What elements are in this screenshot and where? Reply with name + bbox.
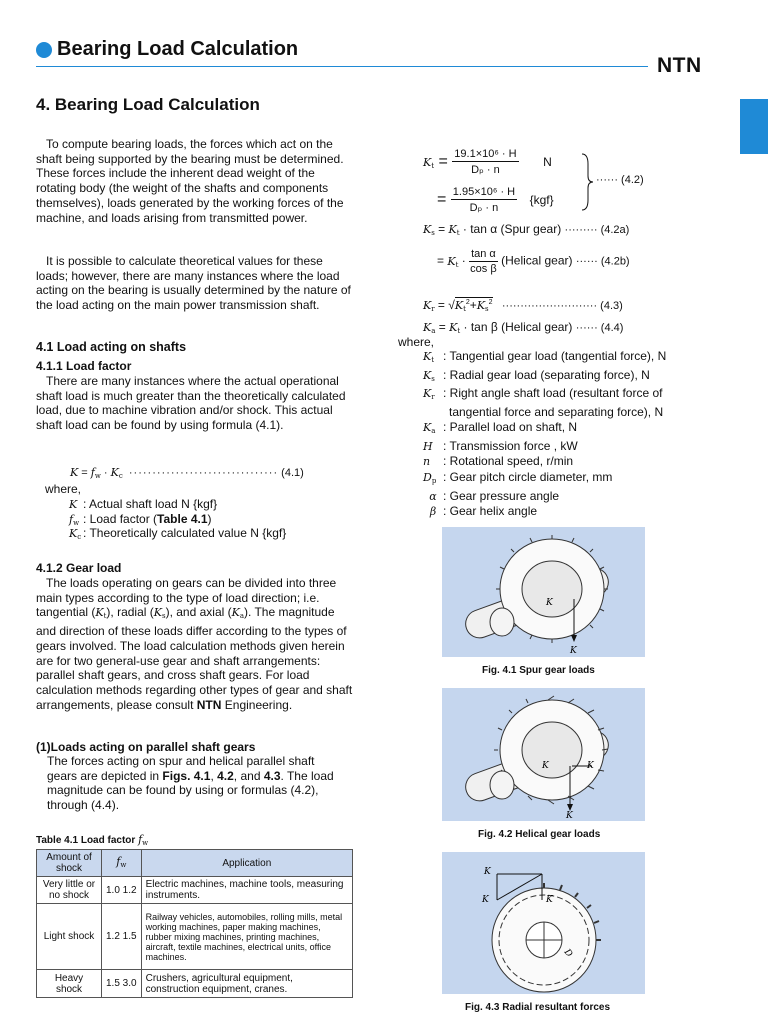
table-header: Application: [141, 850, 352, 877]
section-1-heading: (1)Loads acting on parallel shaft gears: [36, 740, 256, 754]
def-Ks: $K_s$ : Radial gear load (separating force), N: [423, 367, 650, 383]
table-4-1-caption: Table 4.1 Load factor $f_w$: [36, 833, 149, 847]
equation-4-1: $K = f_w \cdot K_c$ ································ (4.1): [70, 466, 304, 480]
table-cell: 1.0 1.2: [102, 877, 142, 904]
equation-4-4: $K_a = K_t \cdot \tan \beta$ (Helical gear) ······ (4.4): [423, 320, 624, 335]
table-row: [37, 970, 353, 998]
parallel-gears-paragraph: The forces acting on spur and helical parallel shaft gears are depicted in Figs. 4.1, 4.2, and 4.3. The load magnitude can be found by using or formulas (4.2), through (4.4).: [47, 754, 334, 813]
radial-resultant-illustration: [442, 852, 645, 994]
header-rule: [36, 66, 648, 67]
figure-4-1-caption: Fig. 4.1 Spur gear loads: [482, 665, 595, 676]
def-Kc: $K_c$ : Theoretically calculated value N {kgf}: [69, 526, 287, 541]
gear-load-paragraph: The loads operating on gears can be divided into three main types according to the type of load direction; i.e. tangential $(K_t)$, radial $(K_s)$, and axial $(K_a)$. The magnitude and direction of these loads differ according to the types of gears involved. The load calculation methods given herein are for two general-use gear and shaft arrangements: parallel shaft gears, and cross shaft gears. For load calculation methods regarding other types of gear and shaft arrangements, please consult NTN Engineering.: [36, 576, 353, 712]
table-cell: Heavy shock: [37, 970, 102, 998]
svg-text:K: K: [566, 811, 573, 821]
svg-text:K: K: [482, 895, 489, 905]
chapter-tab: [740, 99, 768, 154]
svg-text:K: K: [484, 867, 491, 877]
def-K: K : Actual shaft load N {kgf}: [69, 497, 218, 511]
svg-text:D: D: [561, 947, 575, 960]
table-row: [37, 904, 353, 970]
def-fw: $f_w$ : Load factor (Table 4.1): [69, 512, 212, 527]
svg-text:K: K: [546, 895, 553, 905]
def-Kr-cont: tangential force and separating force), N: [449, 405, 664, 420]
load-factor-table: [36, 849, 353, 998]
figure-4-2-caption: Fig. 4.2 Helical gear loads: [478, 829, 601, 840]
table-cell: Railway vehicles, automobiles, rolling mills, metal working machines, paper making machines, rubber mixing machines, printing machines, aircraft, textile machines, electrical units, office machines.: [141, 904, 352, 970]
equation-4-2a: $K_s = K_t \cdot \tan \alpha$ (Spur gear) ········· (4.2a): [423, 222, 630, 237]
figure-helical-gear: [442, 688, 645, 821]
svg-text:K: K: [542, 761, 549, 771]
table-header-row: [37, 850, 353, 877]
table-cell: Very little or no shock: [37, 877, 102, 904]
equation-4-2-line2: = $\frac{\text{1.95×10⁶ · H}}{\text{Dₚ · n}}$ {kgf}: [437, 186, 554, 214]
def-alpha: α : Gear pressure angle: [429, 488, 560, 503]
intro-paragraph-2: It is possible to calculate theoretical values for these loads; however, there are many instances where the load acting on the bearing is usually determined by the nature of the load acting on the main power transmission shaft.: [36, 254, 351, 313]
figure-4-3-caption: Fig. 4.3 Radial resultant forces: [465, 1002, 611, 1013]
spur-gear-illustration: [442, 527, 645, 657]
equation-4-2-line1: $K_t$ = $\frac{\text{19.1×10⁶ · H}}{\text{Dₚ · n}}$ N: [423, 148, 552, 176]
table-cell: 1.5 3.0: [102, 970, 142, 998]
chapter-title: 4. Bearing Load Calculation: [36, 95, 260, 114]
section-4-1-2-heading: 4.1.2 Gear load: [36, 561, 122, 575]
helical-gear-illustration: [442, 688, 645, 821]
equation-4-3: $K_r = √K_t^2+K_s^2$ ·························· (4.3): [423, 298, 623, 313]
figure-radial-resultant: [442, 852, 645, 994]
brand-logo: NTN: [657, 54, 702, 77]
symbol-definitions: [423, 349, 666, 520]
header-title: Bearing Load Calculation: [57, 38, 299, 60]
brace: [580, 152, 594, 212]
table-cell: Light shock: [37, 904, 102, 970]
def-Kr: $K_r$ : Right angle shaft load (resultant force of: [423, 386, 663, 402]
table-header: $f_w$: [102, 850, 142, 877]
svg-text:K: K: [570, 646, 577, 656]
def-Kt: $K_t$ : Tangential gear load (tangential force), N: [423, 349, 667, 364]
header-bullet: [36, 42, 52, 58]
def-Ka: $K_a$ : Parallel load on shaft, N: [423, 419, 578, 435]
equation-4-2-tag: ······ (4.2): [596, 174, 644, 186]
svg-text:K: K: [546, 598, 553, 608]
intro-paragraph-1: To compute bearing loads, the forces which act on the shaft being supported by the bearing must be determined. These forces include the inherent dead weight of the rotating body (the weight of the shafts and components themselves), loads generated by the working forces of the machine, and loads arising from transmitted power.: [36, 137, 344, 225]
table-cell: Electric machines, machine tools, measuring instruments.: [141, 877, 352, 904]
load-factor-paragraph: There are many instances where the actual operational shaft load is much greater than the theoretically calculated load, due to machine vibration and/or shock. This actual shaft load can be found by using formula (4.1).: [36, 374, 346, 433]
def-beta: β : Gear helix angle: [429, 504, 538, 519]
figure-spur-gear: [442, 527, 645, 657]
section-4-1-heading: 4.1 Load acting on shafts: [36, 340, 187, 354]
where-label: where,: [45, 482, 82, 496]
section-4-1-1-heading: 4.1.1 Load factor: [36, 359, 132, 373]
equation-4-2b: = $K_t$ · $\frac{\text{tan α}}{\text{cos β}}$ (Helical gear) ······ (4.2b): [437, 248, 630, 275]
table-row: [37, 877, 353, 904]
table-header: Amount of shock: [37, 850, 102, 877]
def-H: H : Transmission force , kW: [423, 438, 578, 453]
def-Dp: $D_p$ : Gear pitch circle diameter, mm: [423, 469, 613, 485]
table-cell: 1.2 1.5: [102, 904, 142, 970]
svg-text:K: K: [587, 761, 594, 771]
where-label-right: where,: [398, 335, 435, 349]
table-cell: Crushers, agricultural equipment, construction equipment, cranes.: [141, 970, 352, 998]
def-n: n : Rotational speed, r/min: [423, 454, 574, 469]
